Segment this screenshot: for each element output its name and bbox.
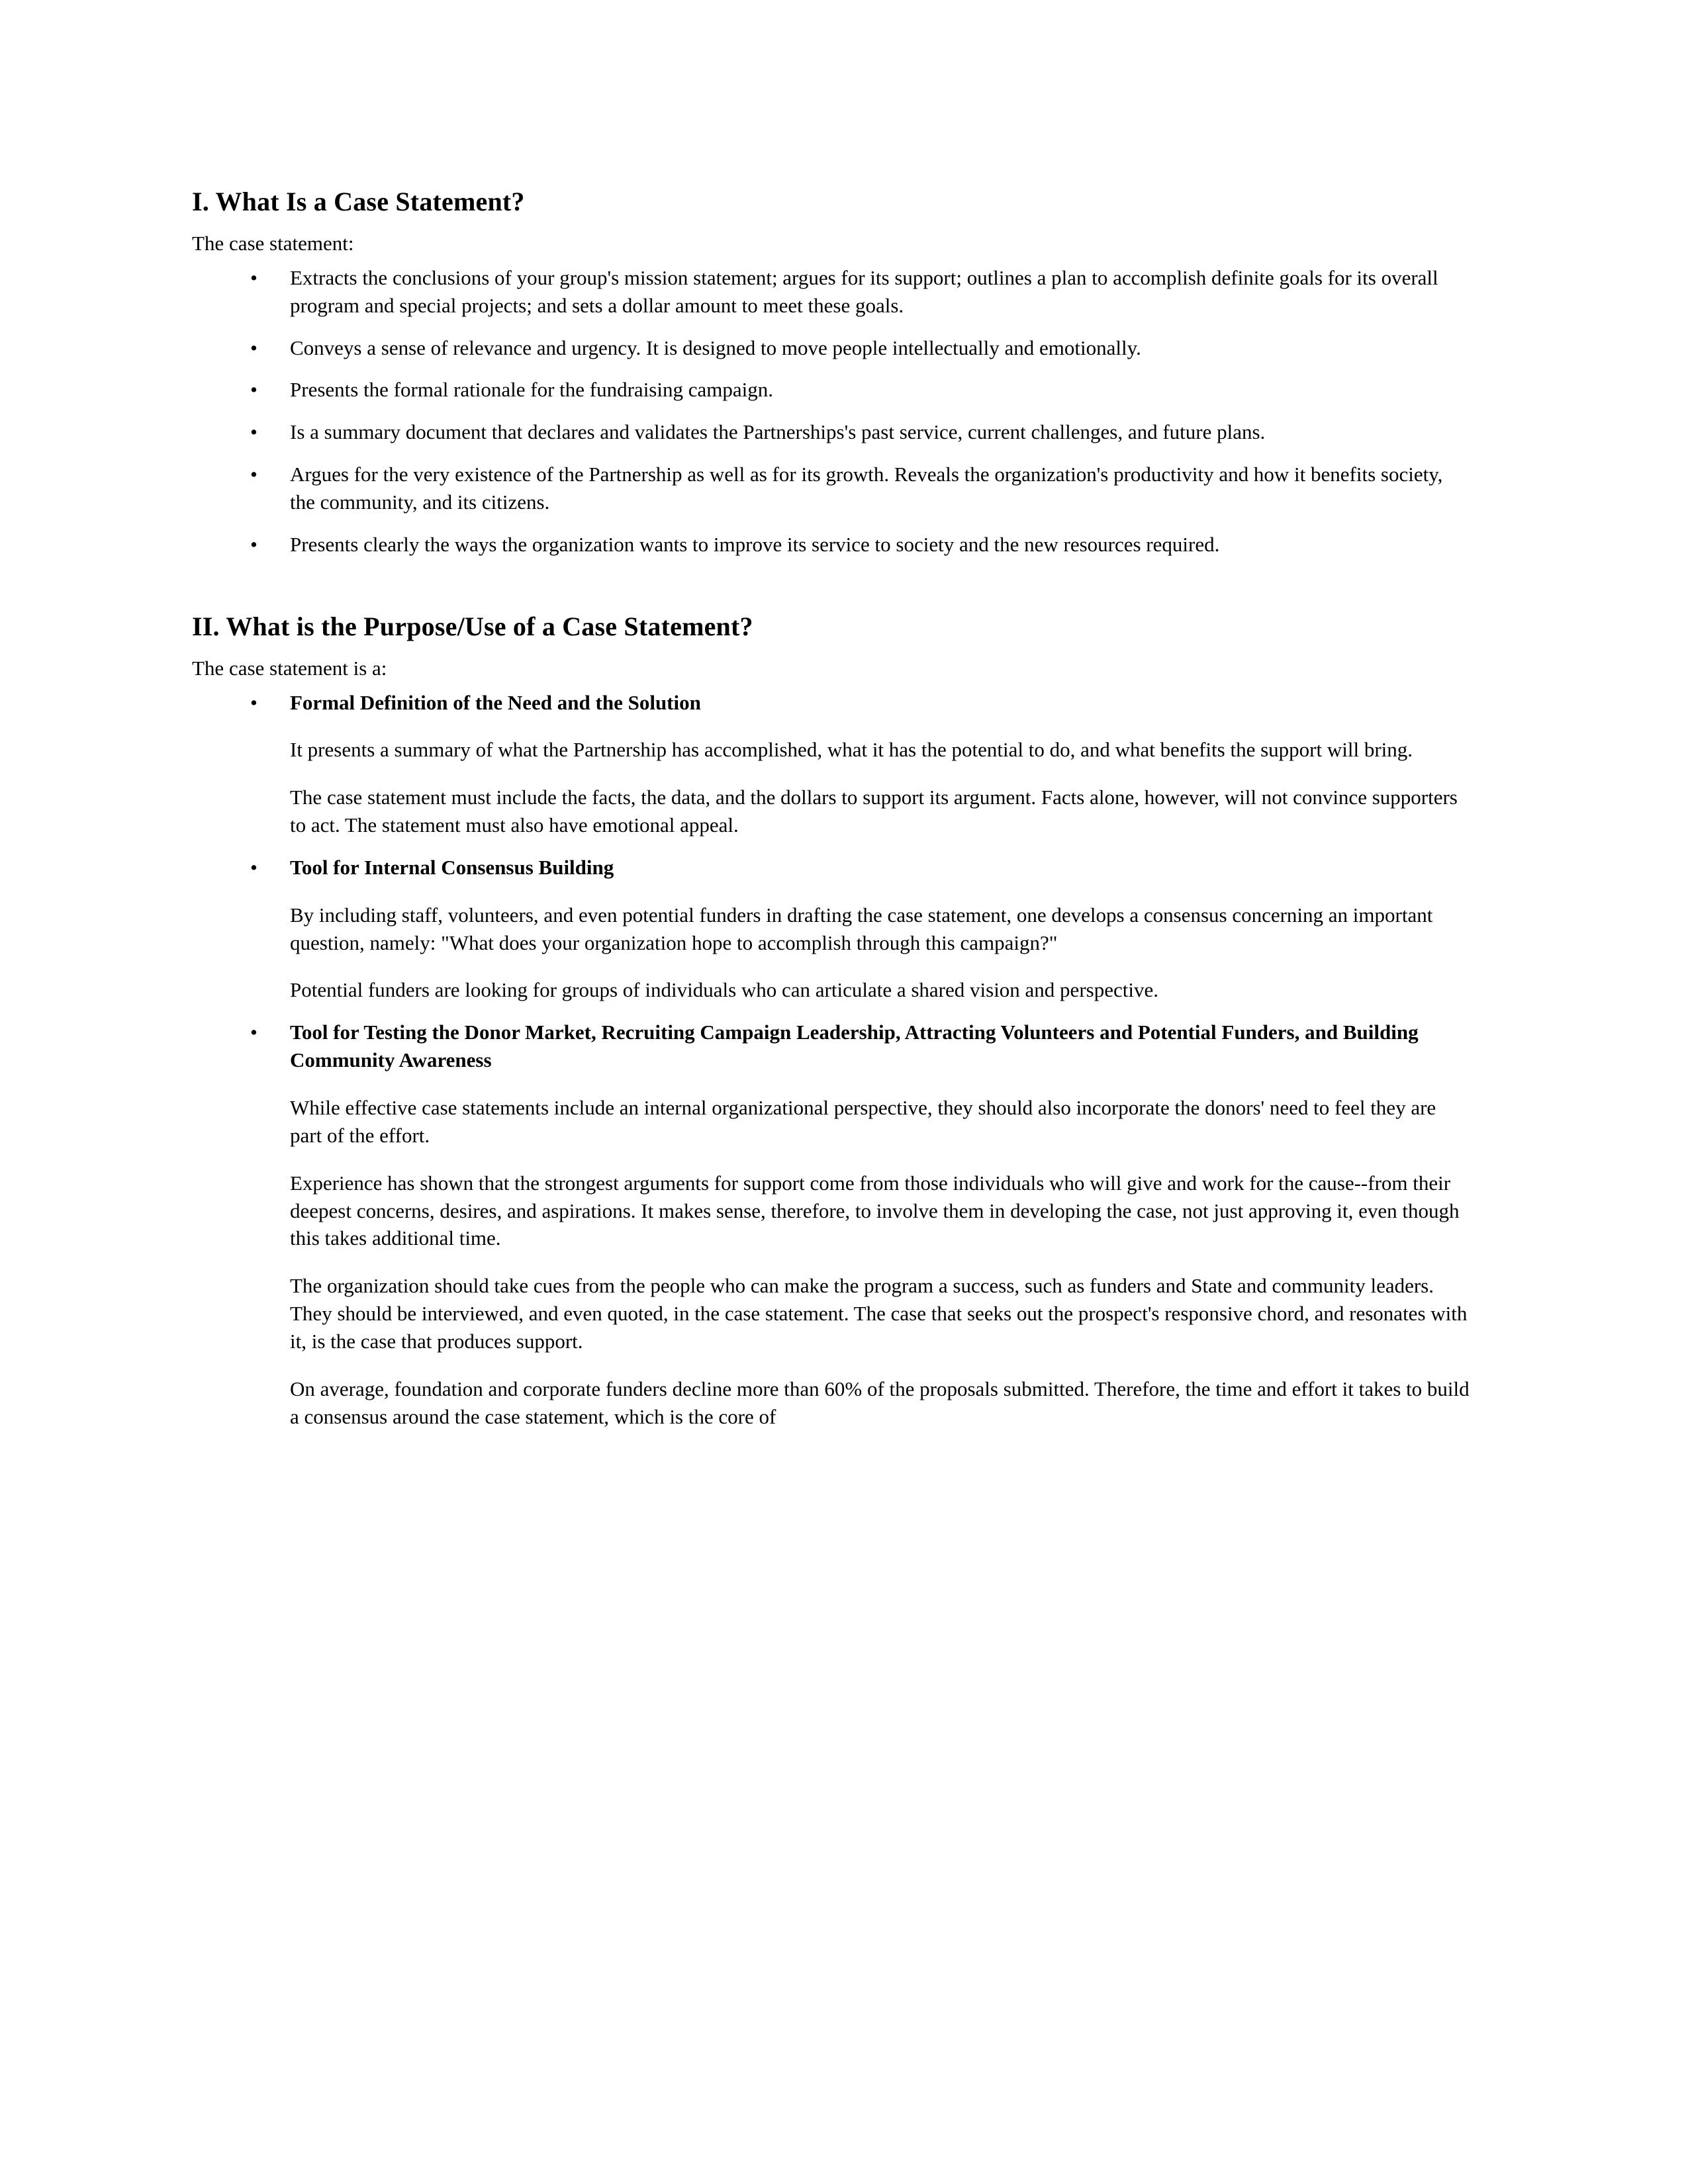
page-title-section-2: II. What is the Purpose/Use of a Case Statement? — [192, 611, 753, 641]
bullet-icon: • — [250, 855, 258, 879]
list-item-title: Formal Definition of the Need and the Solution — [290, 690, 701, 714]
bullet-icon: • — [250, 1021, 258, 1044]
document-body — [192, 185, 1470, 1430]
list-item-paragraph: While effective case statements include an internal organizational perspective, they should also incorporate the donors' need to feel they are part of the effort. — [290, 1096, 1436, 1147]
list-item — [192, 689, 1470, 839]
section-1-bullet-list — [192, 264, 1470, 559]
bullet-icon: • — [250, 690, 258, 714]
list-item-title: Tool for Testing the Donor Market, Recruiting Campaign Leadership, Attracting Volunteers and Potential Funders, and Building Community Awareness — [290, 1021, 1419, 1072]
list-item — [192, 531, 1470, 559]
bullet-icon: • — [250, 336, 258, 359]
section-2-lead: The case statement is a: — [192, 656, 387, 680]
list-item-paragraph: It presents a summary of what the Partnership has accomplished, what it has the potential to do, and what benefits the support will bring. — [290, 738, 1413, 762]
page-title-section-1: I. What Is a Case Statement? — [192, 187, 525, 216]
list-item — [192, 854, 1470, 1004]
list-item-paragraph: Potential funders are looking for groups of individuals who can articulate a shared vision and perspective. — [290, 978, 1158, 1002]
bullet-icon: • — [250, 420, 258, 444]
list-item-title: Tool for Internal Consensus Building — [290, 855, 614, 879]
list-item — [192, 376, 1470, 404]
list-item — [192, 418, 1470, 446]
list-item-paragraph: By including staff, volunteers, and even potential funders in drafting the case statement, one develops a consensus concerning an important question, namely: "What does your organization hope to accomplish through this campaign?" — [290, 903, 1433, 954]
list-item — [192, 264, 1470, 320]
section-1-lead: The case statement: — [192, 232, 354, 255]
list-item-paragraph: On average, foundation and corporate funders decline more than 60% of the proposals submitted. Therefore, the time and effort it takes to build a consensus around the case statement, which is the core of — [290, 1377, 1470, 1428]
list-item-text: Conveys a sense of relevance and urgency. It is designed to move people intellectually and emotionally. — [290, 336, 1141, 359]
list-item — [192, 1019, 1470, 1430]
list-item-text: Argues for the very existence of the Partnership as well as for its growth. Reveals the organization's productivity and how it benefits society, the community, and its citizens. — [290, 463, 1443, 514]
list-item-paragraph: Experience has shown that the strongest arguments for support come from those individuals who will give and work for the cause--from their deepest concerns, desires, and aspirations. It makes sense, therefore, to involve them in developing the case, not just approving it, even though this takes additional time. — [290, 1171, 1460, 1250]
section-2-wrapper — [192, 610, 1470, 1431]
section-2-bullet-list — [192, 689, 1470, 1431]
bullet-icon: • — [250, 378, 258, 402]
list-item — [192, 461, 1470, 516]
list-item-paragraph: The organization should take cues from the people who can make the program a success, such as funders and State and community leaders. They should be interviewed, and even quoted, in the case statement. The case that seeks out the prospect's responsive chord, and resonates with it, is the case that produces support. — [290, 1274, 1468, 1353]
list-item-text: Presents clearly the ways the organization wants to improve its service to society and the new resources required. — [290, 532, 1220, 556]
bullet-icon: • — [250, 532, 258, 556]
bullet-icon: • — [250, 463, 258, 486]
list-item-text: Presents the formal rationale for the fundraising campaign. — [290, 378, 773, 402]
list-item-text: Extracts the conclusions of your group's mission statement; argues for its support; outlines a plan to accomplish definite goals for its overall program and special projects; and sets a dollar amount to meet these goals. — [290, 265, 1438, 317]
bullet-icon: • — [250, 265, 258, 289]
list-item — [192, 334, 1470, 362]
list-item-text: Is a summary document that declares and validates the Partnerships's past service, current challenges, and future plans. — [290, 420, 1266, 444]
list-item-paragraph: The case statement must include the facts, the data, and the dollars to support its argument. Facts alone, however, will not convince supporters to act. The statement must also have emotional appeal. — [290, 786, 1458, 837]
